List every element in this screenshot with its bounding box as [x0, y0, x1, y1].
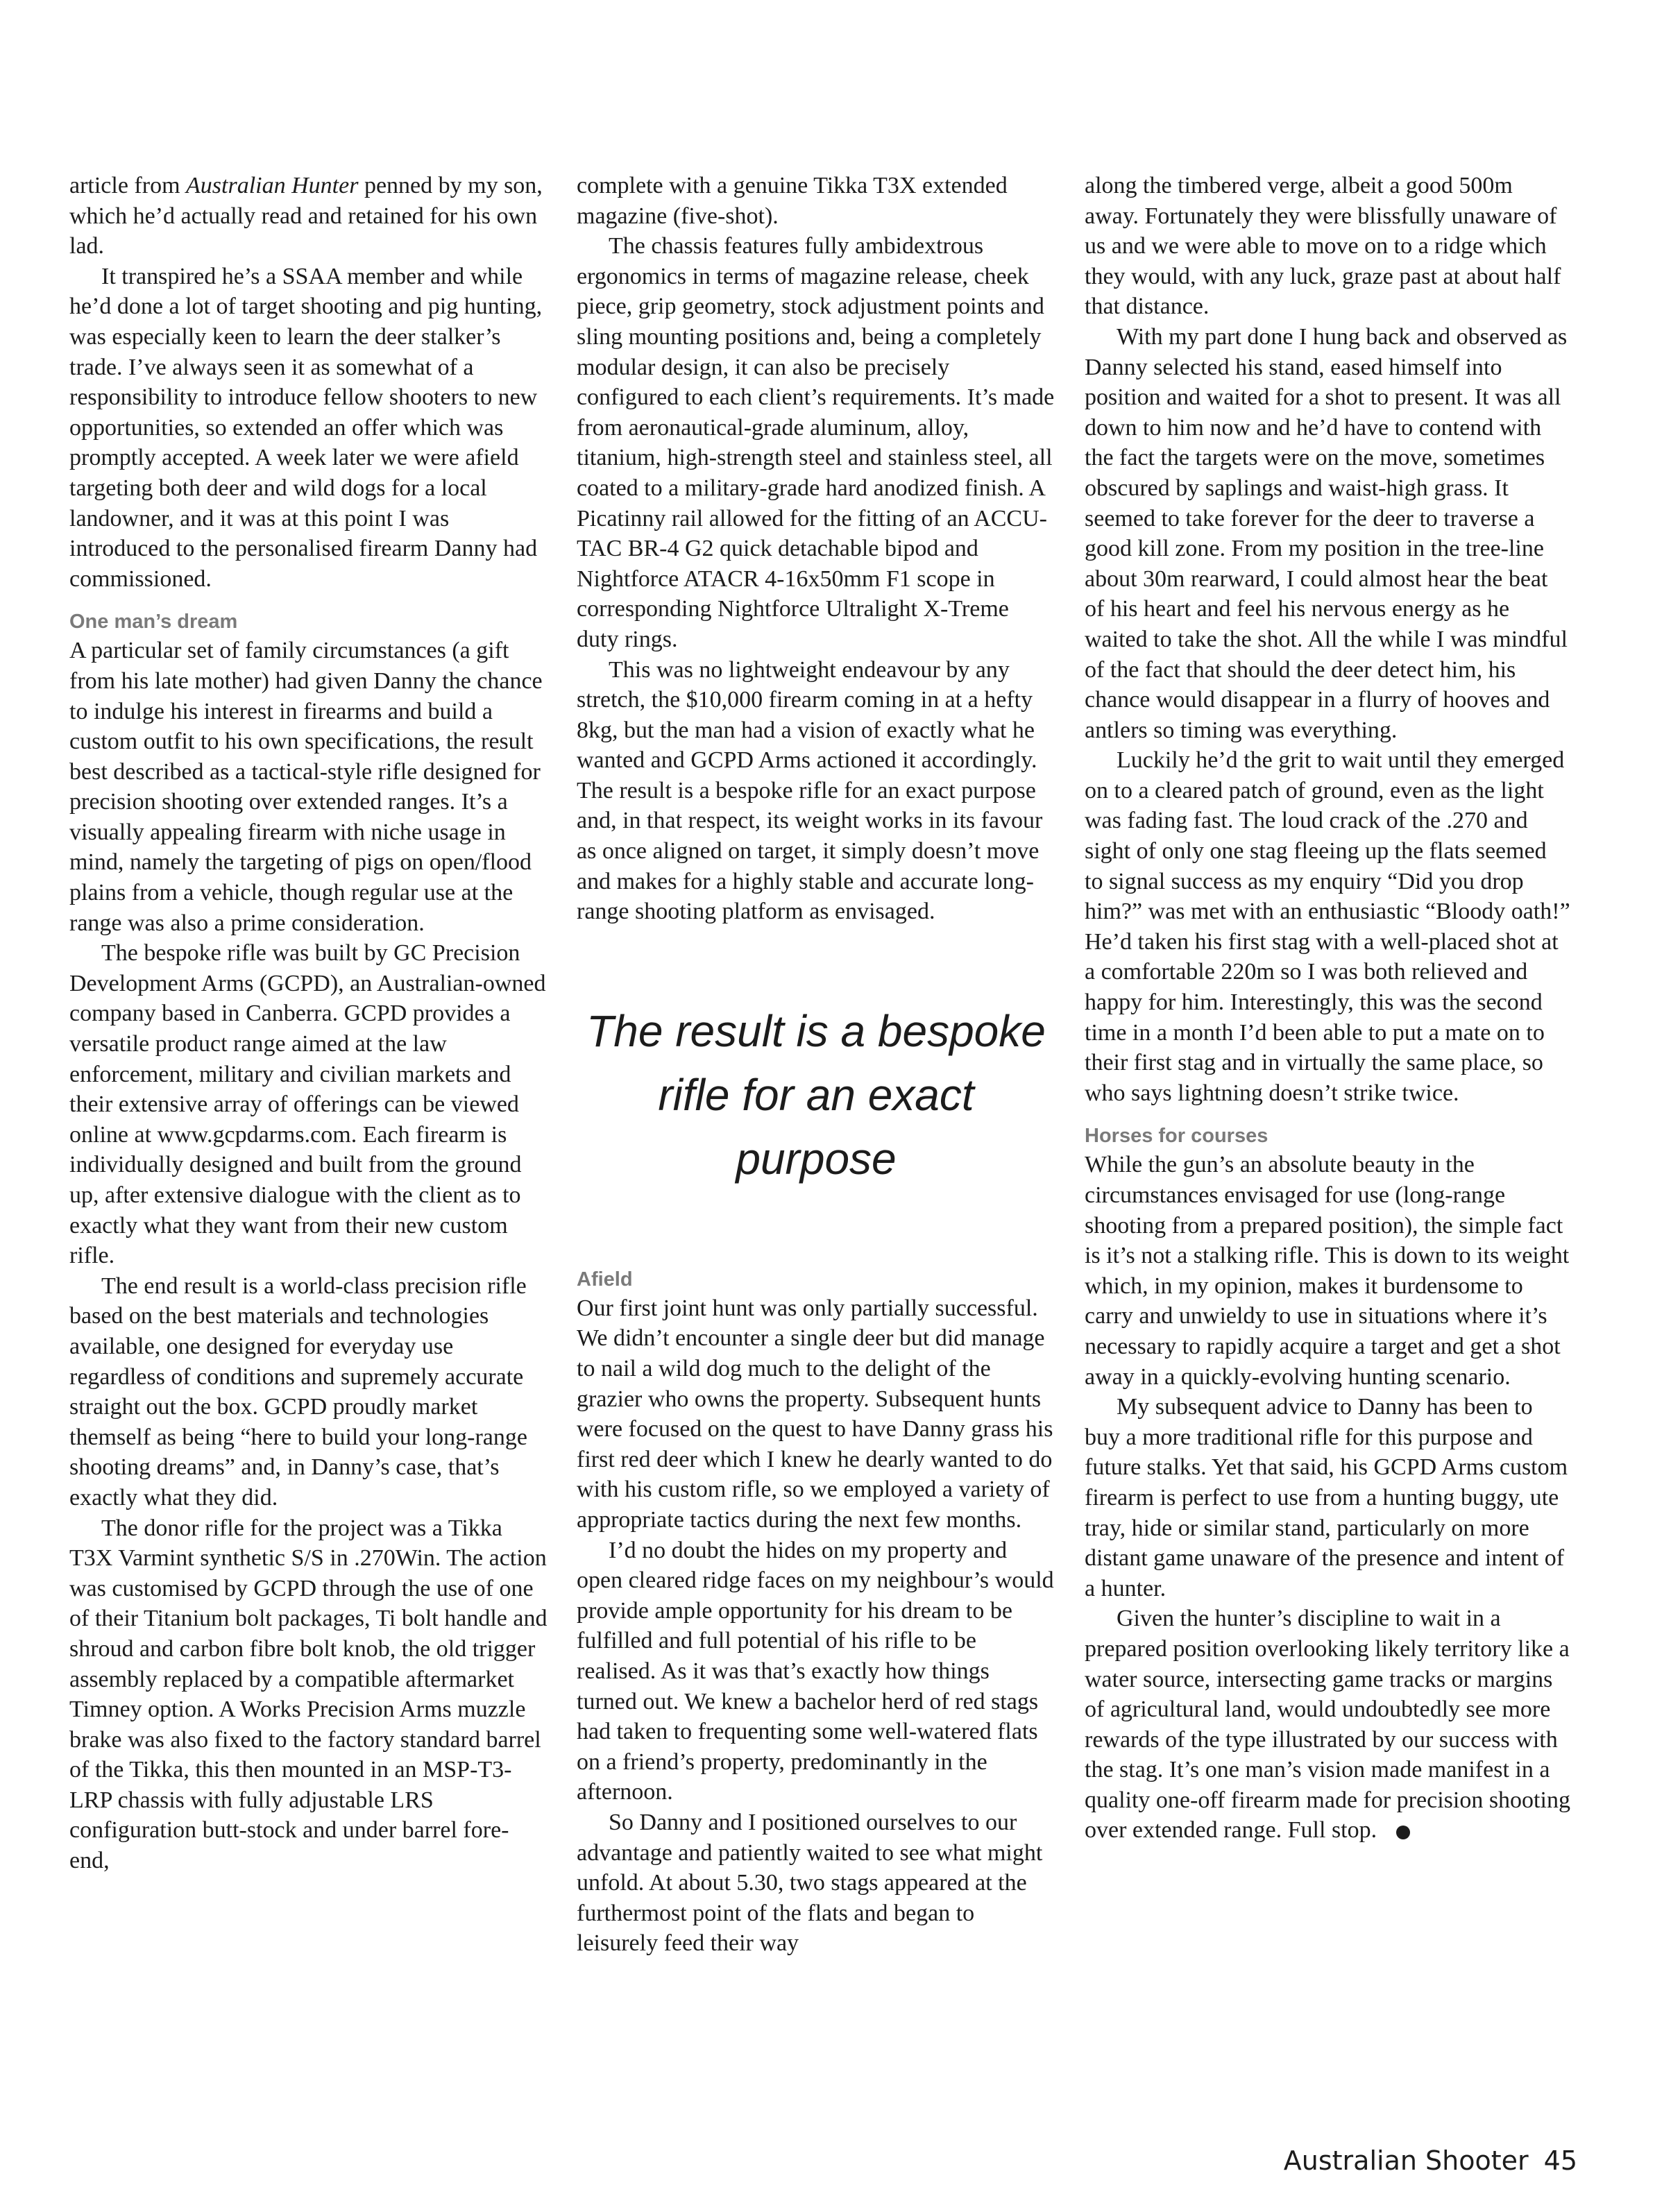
- paragraph: along the timbered verge, albeit a good 500m away. Fortunately they were blissfully unaware of us and we were able to move on to a ridge which they would, with any luck, graze past at about half that distance.: [1085, 173, 1561, 320]
- paragraph: The donor rifle for the project was a Tikka T3X Varmint synthetic S/S in .270Win. The action was customised by GCPD through the use of one of their Titanium bolt packages, Ti bolt handle and shroud and carbon fibre bolt knob, the old trigger assembly replaced by a compatible aftermarket Timney option. A Works Precision Arms muzzle brake was also fixed to the factory standard barrel of the Tikka, this then mounted in an MSP-T3-LRP chassis with fully adjustable LRS configuration butt-stock and under barrel fore-end,: [69, 1515, 548, 1874]
- paragraph: The bespoke rifle was built by GC Precision Development Arms (GCPD), an Australian-owned company based in Canberra. GCPD provides a versatile product range aimed at the law enforcement, military and civilian markets and their extensive array of offerings can be viewed online at www.gcpdarms.com. Each firearm is individually designed and built from the ground up, after extensive dialogue with the client as to exactly what they want from their new custom rifle.: [69, 940, 546, 1269]
- section-heading: Horses for courses: [1085, 1125, 1269, 1148]
- paragraph: The end result is a world-class precision rifle based on the best materials and technologies available, one designed for everyday use regardless of conditions and supremely accurate straight out the box. GCPD proudly market themself as being “here to build your long-range shooting dreams” and, in Danny’s case, that’s exactly what they did.: [69, 1273, 527, 1511]
- paragraph: Luckily he’d the grit to wait until they emerged on to a cleared patch of ground, even as the light was fading fast. The loud crack of the .270 and sight of only one stag fleeing up the flats seemed to signal success as my enquiry “Did you drop him?” was met with an enthusiastic “Bloody oath!” He’d taken his first stag with a well-placed shot at a comfortable 220m so I was both relieved and happy for him. Interestingly, this was the second time in a month I’d been able to put a mate on to their first stag and in virtually the same place, so who says lightning doesn’t strike twice.: [1085, 747, 1570, 1106]
- paragraph: A particular set of family circumstances (a gift from his late mother) had given Danny the chance to indulge his interest in firearms and build a custom outfit to his own specifications, the result best described as a tactical-style rifle designed for precision shooting over extended ranges. It’s a visually appealing firearm with niche usage in mind, namely the targeting of pigs on open/flood plains from a vehicle, though regular use at the range was also a prime consideration.: [69, 638, 543, 936]
- section-heading: Afield: [577, 1268, 633, 1291]
- paragraph: It transpired he’s a SSAA member and while he’d done a lot of target shooting and pig hunting, was especially keen to learn the deer stalker’s trade. I’ve always seen it as somewhat of a responsibility to introduce fellow shooters to new opportunities, so extended an offer which was promptly accepted. A week later we were afield targeting both deer and wild dogs for a local landowner, and it was at this point I was introduced to the personalised firearm Danny had commissioned.: [69, 263, 543, 592]
- article-column-1: [69, 171, 548, 1876]
- page-footer: [1284, 2145, 1577, 2176]
- page-number: 45: [1543, 2145, 1577, 2176]
- paragraph: Our first joint hunt was only partially successful. We didn’t encounter a single deer but did manage to nail a wild dog much to the delight of the grazier who owns the property. Subsequent hunts were focused on the quest to have Danny grass his first red deer which I knew he dearly wanted to do with his custom rifle, so we employed a variety of appropriate tactics during the next few months.: [577, 1295, 1053, 1533]
- paragraph: My subsequent advice to Danny has been to buy a more traditional rifle for this purpose and future stalks. Yet that said, his GCPD Arms custom firearm is perfect to use from a hunting buggy, ute tray, hide or similar stand, particularly on more distant game unaware of the presence and intent of a hunter.: [1085, 1394, 1568, 1601]
- publication-title: Australian Hunter: [186, 173, 359, 198]
- article-column-3: [1085, 171, 1570, 1846]
- section-heading: One man’s dream: [69, 611, 238, 633]
- article-column-2: [577, 171, 1055, 1959]
- paragraph-text: Given the hunter’s discipline to wait in a prepared position overlooking likely territory like a water source, intersecting game tracks or margins of agricultural land, would undoubtedly see more rewards of the type illustrated by our success with the stag. It’s one man’s vision made manifest in a quality one-off firearm made for precision shooting over extended range. Full stop.: [1085, 1606, 1570, 1844]
- paragraph: complete with a genuine Tikka T3X extended magazine (five-shot).: [577, 173, 1008, 229]
- pull-quote: The result is a bespoke rifle for an exact purpose: [586, 1005, 1046, 1184]
- paragraph-text: article from: [69, 173, 187, 198]
- paragraph: [69, 171, 548, 262]
- paragraph-text: penned by my son, which he’d actually read and retained for his own lad.: [69, 173, 543, 260]
- paragraph: The chassis features fully ambidextrous ergonomics in terms of magazine release, cheek piece, grip geometry, stock adjustment points and sling mounting positions and, being a completely modular design, it can also be precisely configured to each client’s requirements. It’s made from aeronautical-grade aluminum, alloy, titanium, high-strength steel and stainless steel, all coated to a military-grade hard anodized finish. A Picatinny rail allowed for the fitting of an ACCU-TAC BR-4 G2 quick detachable bipod and Nightforce ATACR 4-16x50mm F1 scope in corresponding Nightforce Ultralight X-Treme duty rings.: [577, 233, 1055, 652]
- paragraph: I’d no doubt the hides on my property and open cleared ridge faces on my neighbour’s would provide ample opportunity for his dream to be fulfilled and full potential of his rifle to be realised. As it was that’s exactly how things turned out. We knew a bachelor herd of red stags had taken to frequenting some well-watered flats on a friend’s property, predominantly in the afternoon.: [577, 1537, 1054, 1805]
- paragraph: While the gun’s an absolute beauty in the circumstances envisaged for use (long-range shooting from a prepared position), the simple fact is it’s not a stalking rifle. This is down to its weight which, in my opinion, makes it burdensome to carry and unwieldy to use in situations where it’s necessary to rapidly acquire a target and get a shot away in a quickly-evolving hunting scenario.: [1085, 1152, 1570, 1390]
- end-of-article-bullet-icon: [1396, 1826, 1410, 1839]
- paragraph: With my part done I hung back and observed as Danny selected his stand, eased himself into position and waited for a shot to present. It was all down to him now and he’d have to contend with the fact the targets were on the move, sometimes obscured by saplings and waist-high grass. It seemed to take forever for the deer to traverse a good kill zone. From my position in the tree-line about 30m rearward, I could almost hear the beat of his heart and feel his nervous energy as he waited to take the shot. All the while I was mindful of the fact that should the deer detect him, his chance would disappear in a flurry of hooves and antlers so timing was everything.: [1085, 323, 1568, 743]
- paragraph: [1085, 1603, 1570, 1846]
- paragraph: So Danny and I positioned ourselves to our advantage and patiently waited to see what might unfold. At about 5.30, two stags appeared at the furthermost point of the flats and began to leisurely feed their way: [577, 1809, 1043, 1957]
- paragraph: This was no lightweight endeavour by any stretch, the $10,000 firearm coming in at a hefty 8kg, but the man had a vision of exactly what he wanted and GCPD Arms actioned it accordingly. The result is a bespoke rifle for an exact purpose and, in that respect, its weight works in its favour as once aligned on target, it simply doesn’t move and makes for a highly stable and accurate long-range shooting platform as envisaged.: [577, 656, 1043, 925]
- publication-name: Australian Shooter: [1283, 2145, 1529, 2176]
